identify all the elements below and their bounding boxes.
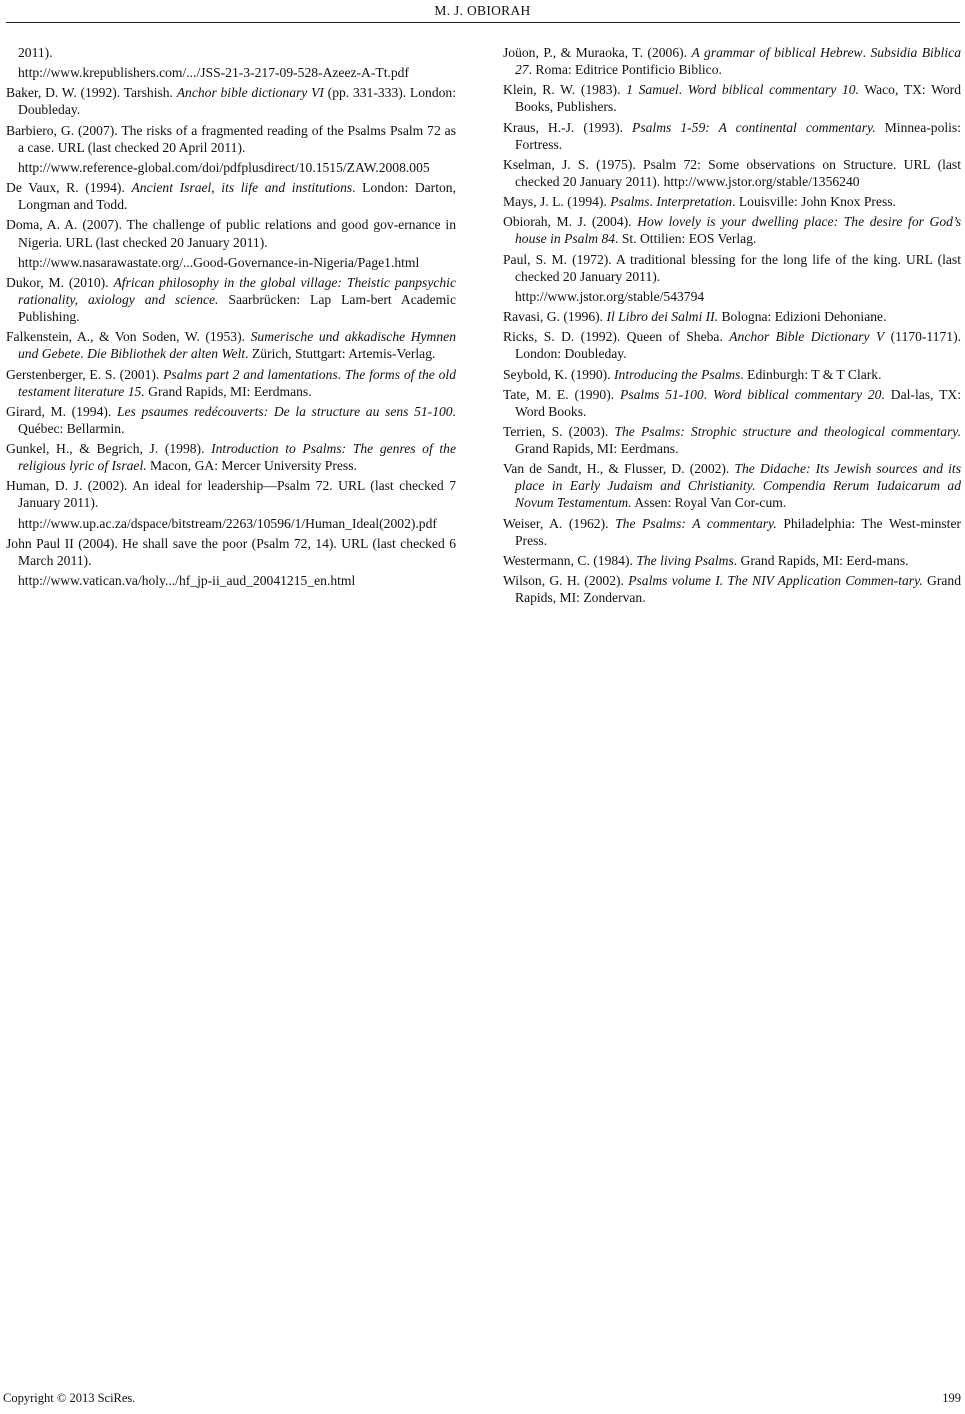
reference-text: 2011). xyxy=(18,45,53,60)
reference-text: Falkenstein, A., & Von Soden, W. (1953). xyxy=(6,329,251,345)
reference-text: Van de Sandt, H., & Flusser, D. (2002). xyxy=(503,461,735,477)
reference-italic-text: Introduction to Psalms: The genres of the religious lyric of Israel. xyxy=(18,441,456,474)
reference-italic-text: Word biblical commentary 20. xyxy=(713,386,885,402)
reference-text: Gerstenberger, E. S. (2001). xyxy=(6,366,164,382)
reference-entry xyxy=(503,423,961,457)
reference-italic-text: Sumerische und akkadische Hymnen und Gebete xyxy=(18,329,457,362)
reference-italic-text: Psalms xyxy=(610,194,650,210)
reference-text: Grand Rapids, MI: Zondervan. xyxy=(515,573,961,606)
reference-text: Saarbrücken: Lap Lam-bert Academic Publishing. xyxy=(18,291,456,325)
reference-text: Ricks, S. D. (1992). Queen of Sheba. xyxy=(503,329,730,345)
reference-text: . Edinburgh: T & T Clark. xyxy=(740,366,882,382)
references-left-column xyxy=(6,44,456,592)
reference-text: Québec: Bellarmin. xyxy=(18,420,125,436)
reference-text: Wilson, G. H. (2002). xyxy=(503,573,629,589)
reference-italic-text: Psalms 1-59: A continental commentary. xyxy=(632,119,876,135)
reference-text: Westermann, C. (1984). xyxy=(503,552,637,568)
reference-url xyxy=(6,515,456,532)
reference-entry xyxy=(6,274,456,325)
reference-entry xyxy=(503,515,961,549)
reference-italic-text: Psalms 51-100 xyxy=(620,386,704,402)
reference-italic-text: Ancient Israel, its life and institutions xyxy=(131,180,353,196)
reference-text: Assen: Royal Van Cor-cum. xyxy=(631,495,787,511)
reference-text: http://www.vatican.va/holy.../hf_jp-ii_aud_20041215_en.html xyxy=(18,573,356,589)
reference-entry xyxy=(6,44,456,61)
reference-text: . London: Darton, Longman and Todd. xyxy=(18,180,456,213)
reference-text: Dal-las, TX: Word Books. xyxy=(515,386,961,419)
reference-text: Terrien, S. (2003). xyxy=(503,424,615,439)
reference-entry xyxy=(503,386,961,420)
reference-text: . St. Ottilien: EOS Verlag. xyxy=(615,231,757,247)
reference-italic-text: Word biblical commentary 10. xyxy=(687,82,859,98)
reference-text: Kselman, J. S. (1975). Psalm 72: Some observations on Structure. URL (last checked 20 January 2011). http://www.jstor.org/stable/1356240 xyxy=(503,156,961,189)
reference-entry xyxy=(6,216,456,250)
reference-italic-text: How lovely is your dwelling place: The desire for God’s house in Psalm 84 xyxy=(515,214,961,247)
reference-italic-text: The Psalms: Strophic structure and theological commentary. xyxy=(614,424,961,439)
reference-entry xyxy=(6,328,456,362)
reference-italic-text: A grammar of biblical Hebrew xyxy=(691,45,863,60)
reference-text: John Paul II (2004). He shall save the poor (Psalm 72, 14). URL (last checked 6 March 2011). xyxy=(6,535,456,568)
reference-entry xyxy=(6,440,456,474)
reference-text: Bologna: Edizioni Dehoniane. xyxy=(718,309,887,325)
running-header: M. J. OBIORAH xyxy=(434,3,531,18)
reference-text: Baker, D. W. (1992). Tarshish. xyxy=(6,85,177,101)
reference-text: http://www.up.ac.za/dspace/bitstream/2263/10596/1/Human_Ideal(2002).pdf xyxy=(18,515,437,531)
reference-text: Grand Rapids, MI: Eerdmans. xyxy=(515,441,679,457)
reference-italic-text: Die Bibliothek der alten Welt xyxy=(87,346,246,362)
reference-text: Paul, S. M. (1972). A traditional blessing for the long life of the king. URL (last checked 20 January 2011). xyxy=(503,251,961,284)
reference-entry xyxy=(6,179,456,213)
reference-text: . Zürich, Stuttgart: Artemis-Verlag. xyxy=(245,346,436,362)
reference-text: . xyxy=(678,82,688,98)
reference-entry xyxy=(6,535,456,569)
reference-text: . xyxy=(862,45,871,60)
reference-text: Seybold, K. (1990). xyxy=(503,366,615,382)
reference-text: . xyxy=(703,386,714,402)
reference-text: Philadelphia: The West-minster Press. xyxy=(515,515,962,548)
reference-text: . Roma: Editrice Pontificio Biblico. xyxy=(528,62,722,78)
reference-url xyxy=(6,159,456,176)
reference-italic-text: African philosophy in the global village: Theistic panpsychic rationality, axiology and science. xyxy=(18,274,456,307)
reference-entry xyxy=(6,403,456,437)
reference-text: Girard, M. (1994). xyxy=(6,403,117,419)
reference-text: Weiser, A. (1962). xyxy=(503,515,616,531)
reference-text: Mays, J. L. (1994). xyxy=(503,194,611,210)
reference-entry xyxy=(503,193,961,210)
copyright-notice: Copyright © 2013 SciRes. xyxy=(3,1391,136,1405)
reference-text: Dukor, M. (2010). xyxy=(6,274,114,290)
reference-text: Obiorah, M. J. (2004). xyxy=(503,214,638,230)
references-right-column xyxy=(503,44,961,609)
reference-text: De Vaux, R. (1994). xyxy=(6,180,132,196)
reference-italic-text: Les psaumes redécouverts: De la structure au sens 51-100. xyxy=(116,403,456,419)
header-rule xyxy=(6,22,960,23)
reference-italic-text: Anchor Bible Dictionary V xyxy=(729,329,885,345)
reference-entry xyxy=(503,81,961,115)
reference-entry xyxy=(6,477,456,511)
reference-text: . xyxy=(337,366,345,382)
reference-text: http://www.jstor.org/stable/543794 xyxy=(515,288,705,304)
reference-text: . xyxy=(80,346,88,362)
reference-text: http://www.reference-global.com/doi/pdfplusdirect/10.1515/ZAW.2008.005 xyxy=(18,159,430,175)
reference-italic-text: Subsidia Biblica 27 xyxy=(515,45,961,78)
reference-text: Ravasi, G. (1996). xyxy=(503,309,607,325)
page-footer xyxy=(3,1391,961,1406)
reference-text: Human, D. J. (2002). An ideal for leadership—Psalm 72. URL (last checked 7 January 2011). xyxy=(6,478,456,511)
reference-entry xyxy=(6,366,456,400)
reference-entry xyxy=(503,552,961,569)
reference-entry xyxy=(503,460,961,511)
reference-italic-text: The Psalms: A commentary. xyxy=(615,515,777,531)
reference-entry xyxy=(503,251,961,285)
reference-text: . Louisville: John Knox Press. xyxy=(732,194,896,210)
reference-text: Joüon, P., & Muraoka, T. (2006). xyxy=(503,45,692,60)
reference-italic-text: Il Libro dei Salmi II. xyxy=(606,309,719,325)
reference-entry xyxy=(503,213,961,247)
reference-text: Tate, M. E. (1990). xyxy=(503,386,621,402)
reference-entry xyxy=(503,308,961,325)
reference-text: (1170-1171). London: Doubleday. xyxy=(515,329,962,362)
reference-text: http://www.krepublishers.com/.../JSS-21-3-217-09-528-Azeez-A-Tt.pdf xyxy=(18,65,409,81)
reference-italic-text: The forms of the old testament literature 15. xyxy=(18,366,456,399)
reference-text: Gunkel, H., & Begrich, J. (1998). xyxy=(6,441,212,457)
reference-text: Klein, R. W. (1983). xyxy=(503,82,627,98)
reference-url xyxy=(503,288,961,305)
reference-text: . Grand Rapids, MI: Eerd-mans. xyxy=(733,552,909,568)
reference-italic-text: Introducing the Psalms xyxy=(614,366,741,382)
reference-text: Grand Rapids, MI: Eerdmans. xyxy=(144,383,312,399)
reference-text: Doma, A. A. (2007). The challenge of public relations and good gov-ernance in Nigeria. URL (last checked 20 January 2011). xyxy=(6,217,456,250)
reference-text: (pp. 331-333). London: Doubleday. xyxy=(18,85,456,118)
reference-url xyxy=(6,64,456,81)
reference-entry xyxy=(6,122,456,156)
reference-text: http://www.nasarawastate.org/...Good-Governance-in-Nigeria/Page1.html xyxy=(18,254,420,270)
reference-italic-text: Psalms volume I. The NIV Application Commen-tary. xyxy=(628,573,923,589)
reference-text: . xyxy=(649,194,657,210)
reference-entry xyxy=(6,84,456,118)
reference-italic-text: Anchor bible dictionary VI xyxy=(176,85,324,101)
reference-text: Barbiero, G. (2007). The risks of a fragmented reading of the Psalms Psalm 72 as a case. URL (last checked 20 April 2011). xyxy=(6,122,456,155)
reference-italic-text: Interpretation xyxy=(656,194,733,210)
reference-italic-text: 1 Samuel xyxy=(626,82,679,98)
reference-url xyxy=(6,254,456,271)
reference-text: Waco, TX: Word Books, Publishers. xyxy=(515,82,961,115)
reference-entry xyxy=(503,328,961,362)
reference-text: Minnea-polis: Fortress. xyxy=(515,119,961,152)
reference-entry xyxy=(503,44,961,78)
reference-text: Macon, GA: Mercer University Press. xyxy=(146,458,357,474)
reference-italic-text: The Didache: Its Jewish sources and its place in Early Judaism and Christianity. Compendia Rerum Iudaicarum ad Novum Testamentum. xyxy=(515,461,961,511)
reference-entry xyxy=(503,156,961,190)
reference-italic-text: Psalms part 2 and lamentations xyxy=(163,366,338,382)
reference-entry xyxy=(503,366,961,383)
reference-entry xyxy=(503,572,961,606)
reference-url xyxy=(6,572,456,589)
reference-entry xyxy=(503,119,961,153)
reference-text: Kraus, H.-J. (1993). xyxy=(503,119,633,135)
page-number: 199 xyxy=(942,1391,961,1405)
reference-italic-text: The living Psalms xyxy=(636,552,734,568)
